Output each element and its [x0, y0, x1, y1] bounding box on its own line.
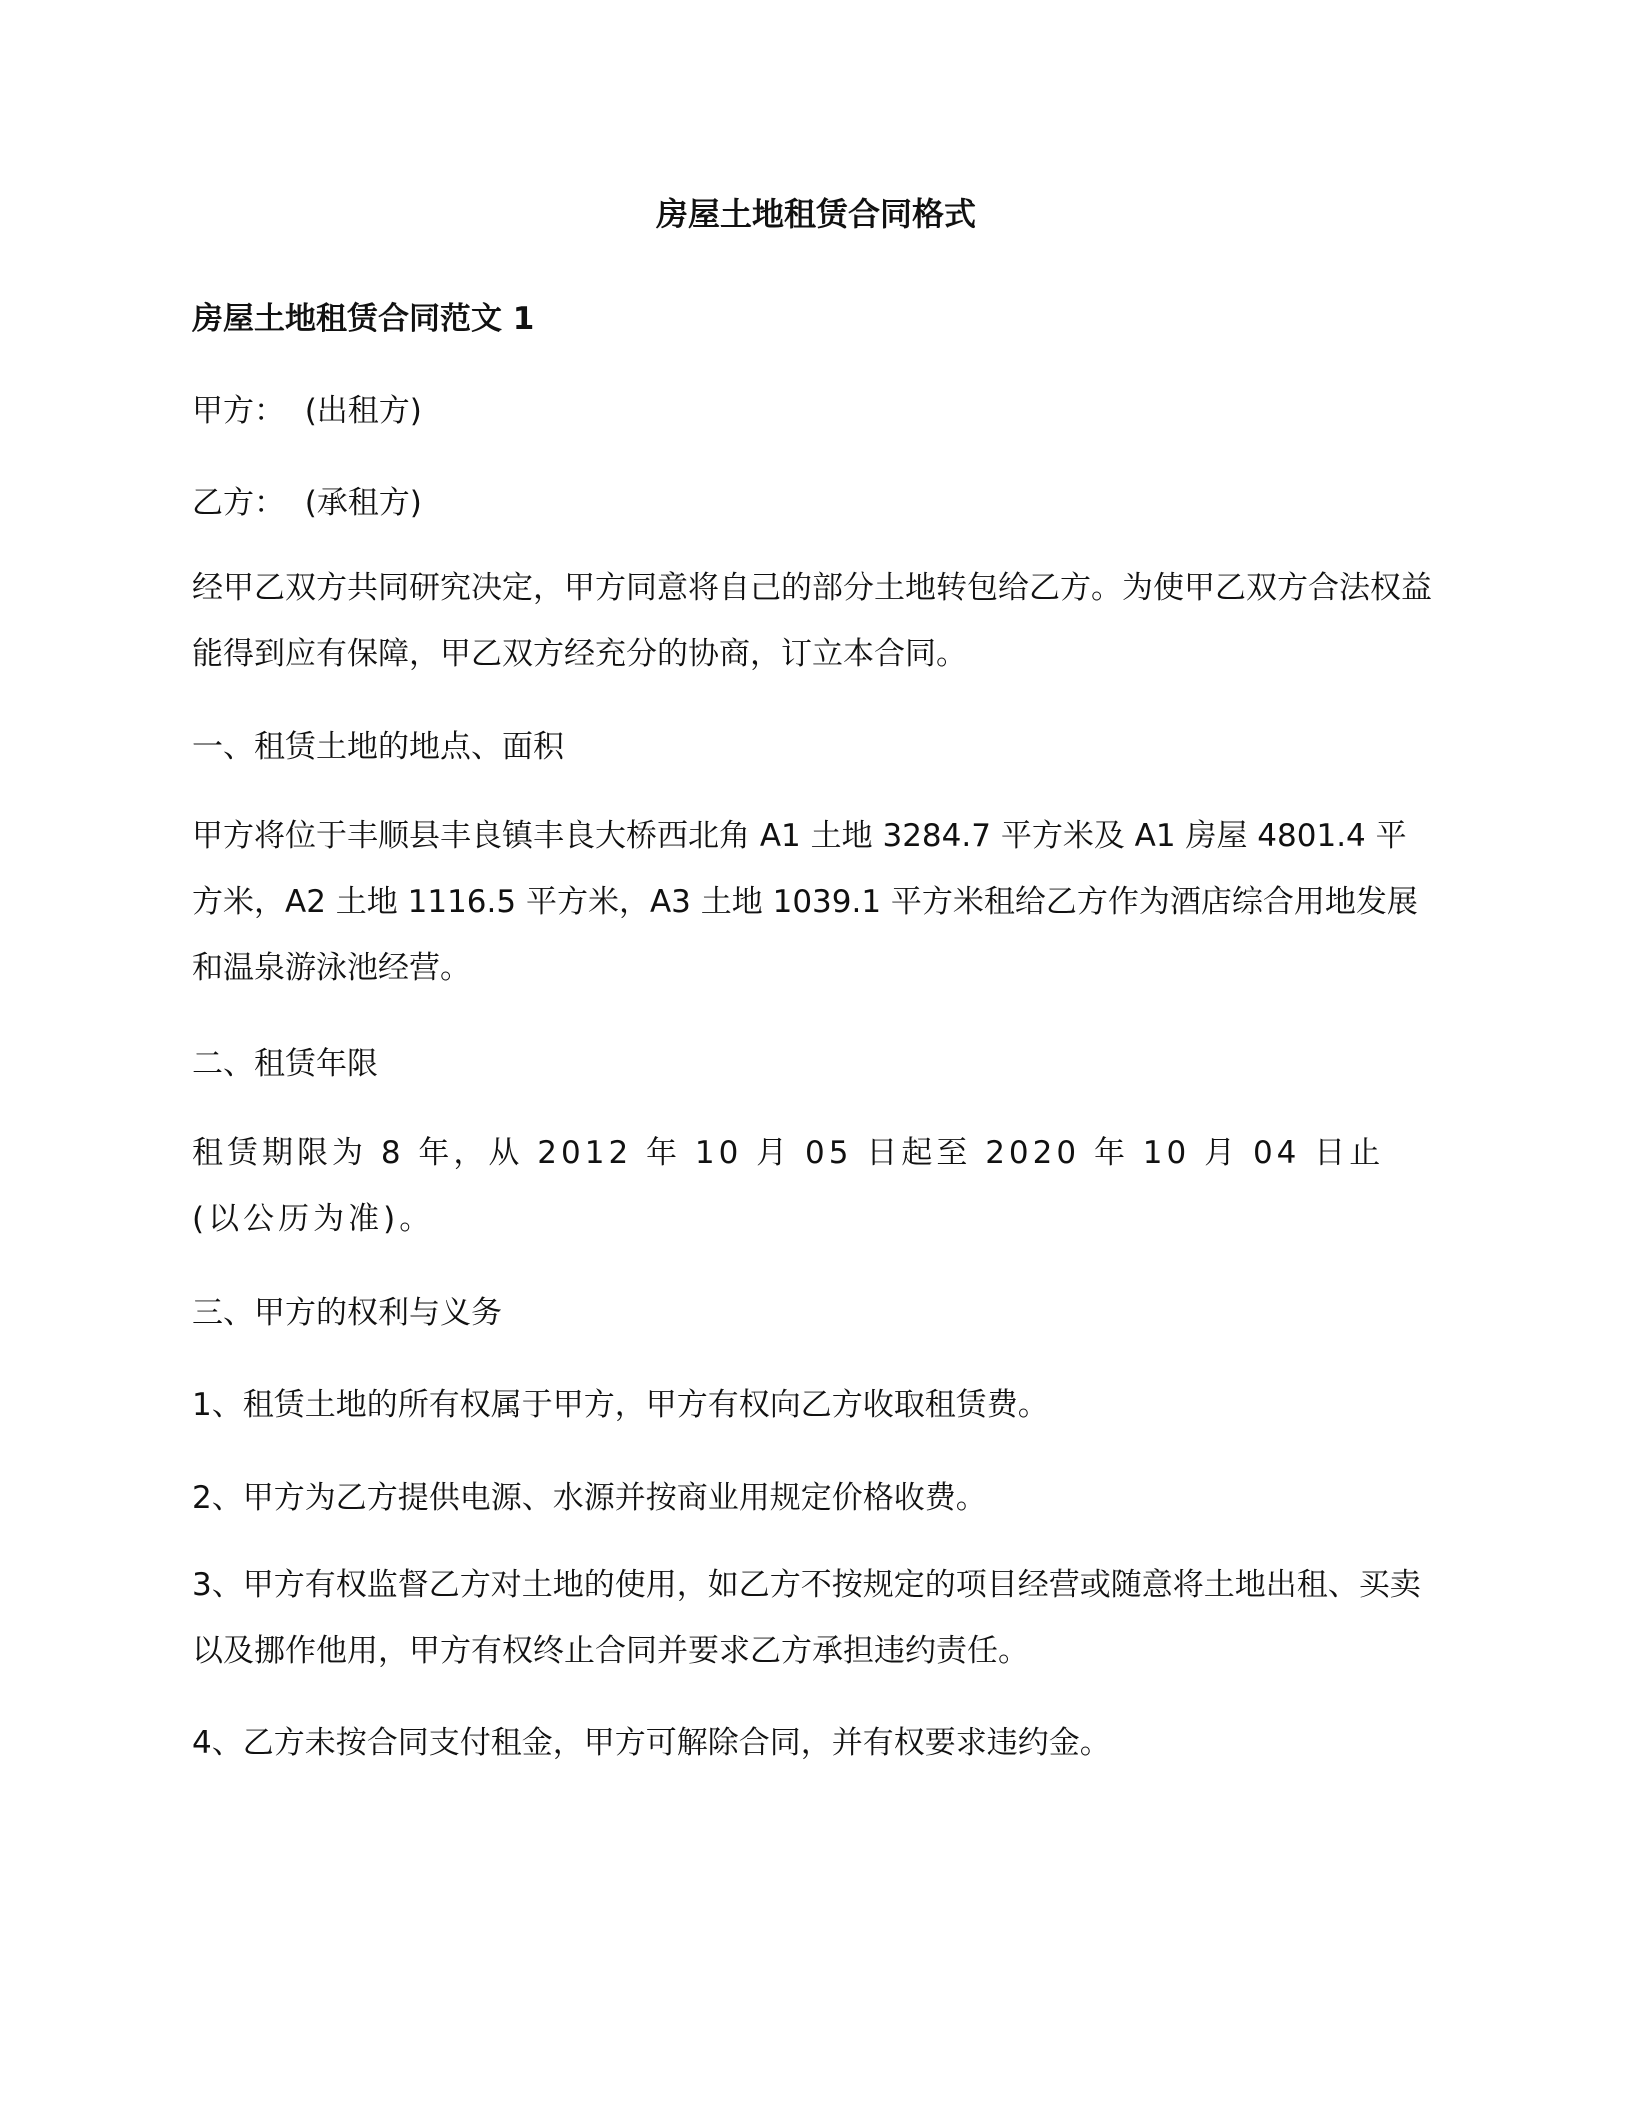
- intro-paragraph: 经甲乙双方共同研究决定，甲方同意将自己的部分土地转包给乙方。为使甲乙双方合法权益能得到应有保障，甲乙双方经充分的协商，订立本合同。: [192, 570, 1432, 672]
- document-subtitle: 房屋土地租赁合同范文 1: [192, 301, 535, 337]
- section1-body: 甲方将位于丰顺县丰良镇丰良大桥西北角 A1 土地 3284.7 平方米及 A1 房屋 4801.4 平方米，A2 土地 1116.5 平方米，A3 土地 1039.1 平方米租给乙方作为酒店综合用地发展和温泉游泳池经营。: [192, 818, 1418, 986]
- list-item-3: 3、甲方有权监督乙方对土地的使用，如乙方不按规定的项目经营或随意将土地出租、买卖以及挪作他用，甲方有权终止合同并要求乙方承担违约责任。: [192, 1567, 1421, 1669]
- list-item-1: 1、租赁土地的所有权属于甲方，甲方有权向乙方收取租赁费。: [192, 1387, 1049, 1423]
- party-b-line: 乙方： (承租方): [192, 485, 422, 521]
- section1-heading: 一、租赁土地的地点、面积: [192, 729, 564, 765]
- document-title: 房屋土地租赁合同格式: [655, 195, 976, 233]
- section2-heading: 二、租赁年限: [192, 1046, 378, 1082]
- list-item-2: 2、甲方为乙方提供电源、水源并按商业用规定价格收费。: [192, 1480, 987, 1516]
- section3-heading: 三、甲方的权利与义务: [192, 1295, 502, 1331]
- party-a-line: 甲方： (出租方): [192, 393, 422, 429]
- section2-body: 租赁期限为 8 年，从 2012 年 10 月 05 日起至 2020 年 10 月 04 日止(以公历为准)。: [192, 1135, 1385, 1237]
- list-item-4: 4、乙方未按合同支付租金，甲方可解除合同，并有权要求违约金。: [192, 1725, 1111, 1761]
